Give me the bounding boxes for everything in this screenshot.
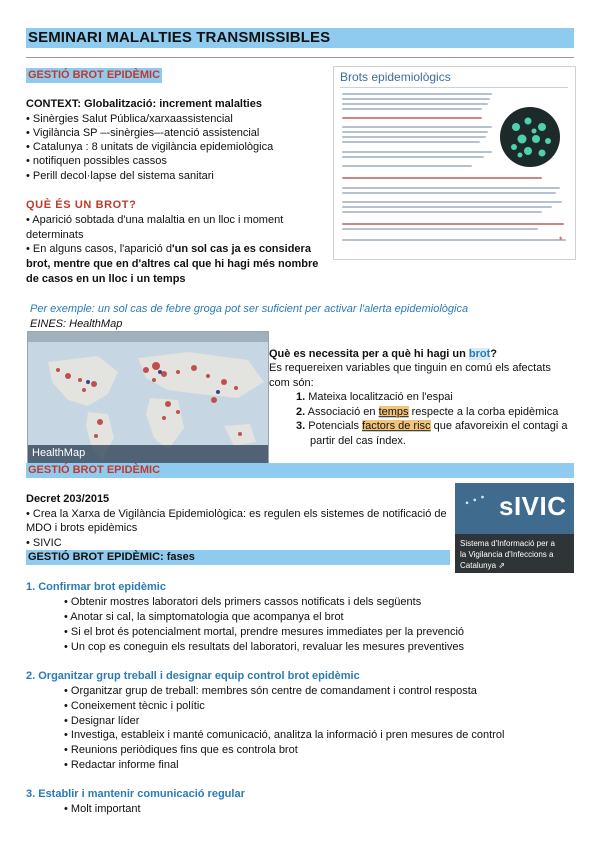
decret-bullet-1a: • Crea la Xarxa de Vigilància Epidemiològica: es regulen els sistemes de notificació de [26,508,447,520]
context-bullet-2: • Vigilància SP –-sinèrgies–-atenció assistencial [26,127,260,139]
section-header-label: GESTIÓ BROT EPIDÈMIC: fases [28,551,195,563]
phase-2-item: • Investiga, estableix i manté comunicació, analitza la informació i pren mesures de control [64,729,505,741]
sivic-caption-2: la Vigilancia d'Infeccions a [460,550,554,559]
sivic-caption-3: Catalunya ⇗ [460,561,505,570]
decret-title: Decret 203/2015 [26,493,110,505]
slide-text-line [342,201,562,203]
decret-bullet-2: • SIVIC [26,537,62,549]
variables-item-3-pre: Potencials [305,420,363,432]
slide-text-line [342,103,488,105]
slide-text-line [342,187,560,189]
variables-question-brot: brot [468,348,491,360]
slide-text-line [342,206,552,208]
question-bullet-2a-text: • En alguns casos, l'aparició d [26,243,172,255]
variables-item-3-num: 3. [296,420,306,432]
question-bullet-2c: de casos en un lloc i un temps [26,273,186,285]
slide-text-line [342,211,542,213]
question-bullet-2a-bold: 'un sol cas ja es considera [171,243,311,255]
slide-text-line [342,131,488,133]
slide-brots-epidemiologics [333,66,576,260]
variables-item-1-text: Mateixa localització en l'espai [305,391,453,403]
variables-item-1-num: 1. [296,391,306,403]
context-title: CONTEXT: Globalització: increment malalties [26,98,262,110]
variables-line2: Es requereixen variables que tinguin en comú els afectats [269,362,551,374]
slide-text-line [342,108,482,110]
variables-line3: com són: [269,377,314,389]
slide-text-line [342,165,472,167]
virus-image [498,105,562,169]
slide-text-line [342,223,564,225]
variables-question [269,348,497,361]
question-bullet-1b: determinats [26,229,84,241]
phase-1-item: • Un cop es coneguin els resultats del laboratori, revaluar les mesures preventives [64,641,465,653]
variables-item-3-cont: partir del cas índex. [310,435,406,447]
title-divider [26,57,574,58]
phase-2-item: • Reunions periòdiques fins que es controla brot [64,744,298,756]
phase-1-item: • Si el brot és potencialment mortal, prendre mesures immediates per la prevenció [64,626,465,638]
variables-item-2 [296,406,558,420]
question-heading: QUÈ ÉS UN BROT? [26,199,137,211]
question-bullet-2b: brot, mentre que en d'altres cal que hi hagi més nombre [26,258,319,270]
section-header-label: GESTIÓ BROT EPIDÈMIC [28,69,161,81]
phase-3-title: 3. Establir i mantenir comunicació regular [26,788,245,800]
variables-item-3 [296,420,568,434]
question-bullet-1a: • Aparició sobtada d'una malaltia en un lloc i moment [26,214,284,226]
context-bullet-3: • Catalunya : 8 unitats de vigilància epidemiològica [26,141,274,153]
slide-title: Brots epidemiològics [340,70,451,84]
slide-text-line [342,141,480,143]
variables-item-3-highlight: factors de risc [362,420,431,432]
context-bullet-1: • Sinèrgies Salut Pública/xarxaassistencial [26,113,233,125]
slide-text-line [342,93,492,95]
healthmap-logo: HealthMap [32,447,86,459]
section-header-fases [26,550,450,565]
sivic-caption-1: Sistema d'Informació per a [460,539,555,548]
phase-2-item: • Coneixement tècnic i polític [64,700,205,712]
slide-text-line [342,156,484,158]
phase-2-item: • Organitzar grup de treball: membres són centre de comandament i control resposta [64,685,477,697]
eines-text: EINES: HealthMap [30,318,123,330]
slide-text-line [342,228,538,230]
context-bullet-4: • notifiquen possibles cassos [26,155,167,167]
variables-item-2-post: respecte a la corba epidèmica [408,406,559,418]
sivic-dots: • • • [463,491,488,510]
phase-2-item: • Designar líder [64,715,140,727]
slide-title-rule [340,87,568,88]
question-bullet-2a [26,243,311,256]
section-header-gestio-1 [26,68,162,83]
phase-1-title: 1. Confirmar brot epidèmic [26,581,166,593]
variables-question-a: Què es necessita per a què hi hagi un [269,348,469,360]
phase-1-item: • Obtenir mostres laboratori dels primers cassos notificats i dels següents [64,596,422,608]
slide-text-line [342,177,542,179]
slide-text-line [342,151,492,153]
sivic-panel [455,483,574,573]
sivic-logo: sIVIC [499,491,567,521]
slide-text-line [342,239,566,241]
variables-item-2-highlight: temps [378,406,409,418]
slide-text-line [342,117,482,119]
phase-2-title: 2. Organitzar grup treball i designar equip control brot epidèmic [26,670,360,682]
phase-1-item: • Anotar si cal, la simptomatologia que acompanya el brot [64,611,344,623]
decret-bullet-1b: MDO i brots epidèmics [26,522,138,534]
variables-question-b: ? [490,348,498,360]
slide-text-line [342,98,490,100]
page-title-bar [26,28,574,48]
slide-text-line [342,192,556,194]
variables-item-1 [296,391,453,405]
phase-2-item: • Redactar informe final [64,759,179,771]
variables-item-3-post: que afavoreixin el contagi a [430,420,568,432]
slide-text-line [342,136,486,138]
phase-3-item: • Molt important [64,803,141,815]
slide-text-line [342,126,492,128]
variables-item-2-num: 2. [296,406,306,418]
section-header-gestio-2 [26,463,574,478]
slide-star: * [559,235,563,245]
context-bullet-5: • Perill decol·lapse del sistema sanitari [26,170,214,182]
page-title: SEMINARI MALALTIES TRANSMISSIBLES [28,29,331,46]
example-text: Per exemple: un sol cas de febre groga pot ser suficient per activar l'alerta epidemiològica [30,303,469,315]
healthmap-image [27,331,269,464]
healthmap-toolbar [28,332,268,342]
variables-item-2-pre: Associació en [305,406,379,418]
section-header-label: GESTIÓ BROT EPIDÈMIC [28,464,161,476]
